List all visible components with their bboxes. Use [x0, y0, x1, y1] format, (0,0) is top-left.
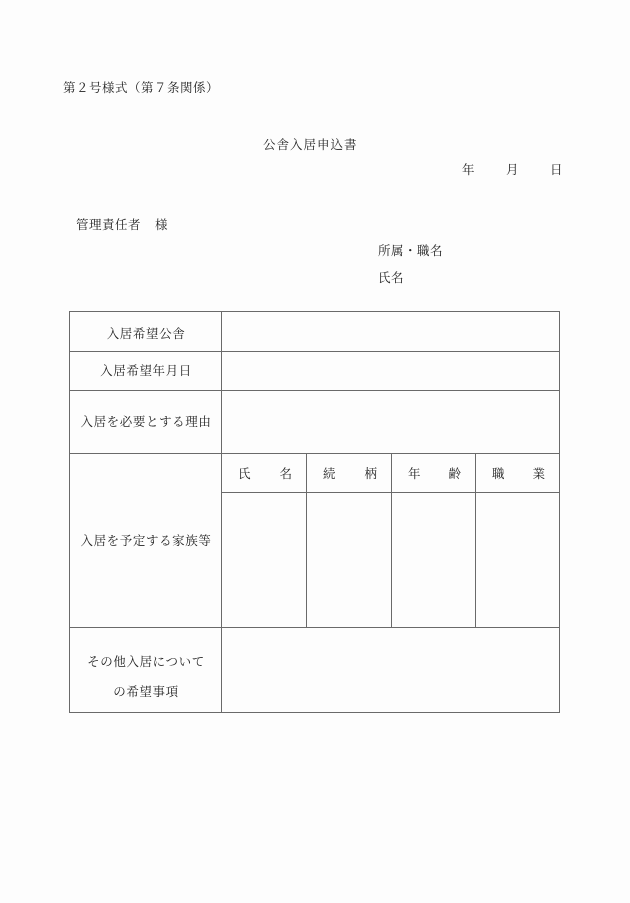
header-char: 年 — [408, 466, 421, 481]
document-title: 公舎入居申込書 — [263, 137, 358, 152]
label-other-line1: その他入居について — [87, 654, 205, 669]
header-char: 続 — [323, 466, 336, 481]
application-table — [69, 311, 560, 713]
date-year-label: 年 — [462, 162, 476, 177]
family-name-field[interactable] — [222, 493, 306, 627]
desired-residence-field[interactable] — [222, 312, 559, 351]
addressee — [76, 215, 168, 233]
desired-date-field[interactable] — [222, 352, 559, 390]
family-header-age — [392, 454, 475, 492]
family-relationship-field[interactable] — [307, 493, 391, 627]
date-day-label: 日 — [550, 162, 564, 177]
header-char: 氏 — [238, 466, 251, 481]
family-header-name — [222, 454, 306, 492]
label-other-line2: の希望事項 — [113, 684, 179, 699]
family-header-occupation — [476, 454, 559, 492]
header-char: 名 — [279, 466, 292, 481]
header-char: 齢 — [448, 466, 461, 481]
family-age-field[interactable] — [392, 493, 475, 627]
date-month-label: 月 — [506, 162, 520, 177]
header-char: 業 — [532, 466, 545, 481]
affiliation-label: 所属・職名 — [378, 243, 444, 258]
label-desired-date: 入居希望年月日 — [100, 363, 192, 378]
honorific: 様 — [155, 217, 169, 232]
family-occupation-field[interactable] — [476, 493, 559, 627]
label-reason: 入居を必要とする理由 — [80, 414, 212, 429]
header-char: 職 — [492, 466, 505, 481]
header-char: 柄 — [364, 466, 377, 481]
label-other-requests — [70, 642, 222, 712]
reason-field[interactable] — [222, 391, 559, 453]
other-requests-field[interactable] — [222, 628, 559, 712]
family-header-relationship — [307, 454, 391, 492]
applicant-name-label: 氏名 — [378, 270, 405, 285]
form-number: 第２号様式（第７条関係） — [63, 80, 220, 95]
label-desired-residence: 入居希望公舎 — [106, 325, 186, 341]
addressee-name: 管理責任者 — [76, 217, 142, 232]
label-family-members: 入居を予定する家族等 — [80, 532, 212, 548]
date-line — [462, 160, 563, 178]
